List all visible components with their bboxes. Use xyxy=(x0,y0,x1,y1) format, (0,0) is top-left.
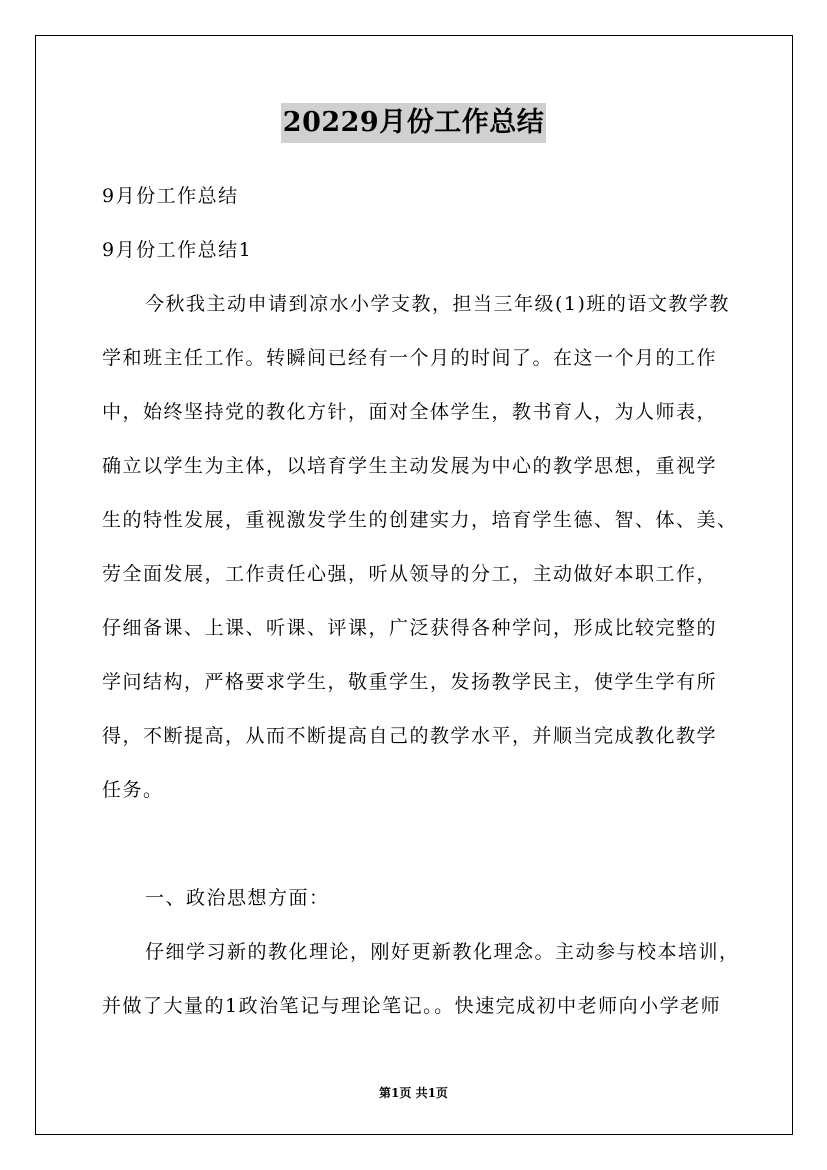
paragraph-line: 确立以学生为主体，以培育学生主动发展为中心的教学思想，重视学 xyxy=(102,455,718,477)
paragraph-line: 生的特性发展，重视激发学生的创建实力，培育学生德、智、体、美、 xyxy=(102,509,738,531)
page-footer: 第1页 共1页 xyxy=(379,1086,448,1100)
subtitle: 9月份工作总结 xyxy=(102,185,239,207)
paragraph-line: 并做了大量的1政治笔记与理论笔记。。快速完成初中老师向小学老师 xyxy=(102,995,722,1017)
document-title: 20229月份工作总结 xyxy=(281,103,546,143)
paragraph-line: 仔细学习新的教化理论，刚好更新教化理念。主动参与校本培训， xyxy=(145,941,740,963)
paragraph-line: 学和班主任工作。转瞬间已经有一个月的时间了。在这一个月的工作 xyxy=(102,347,718,369)
document-title-wrap xyxy=(0,103,827,143)
paragraph-line: 学问结构，严格要求学生，敬重学生，发扬教学民主，使学生学有所 xyxy=(102,671,718,693)
paragraph-line: 仔细备课、上课、听课、评课，广泛获得各种学问，形成比较完整的 xyxy=(102,617,718,639)
paragraph-line: 任务。 xyxy=(102,779,164,801)
paragraph-line: 今秋我主动申请到凉水小学支教，担当三年级(1)班的语文教学教 xyxy=(145,293,730,315)
paragraph-line: 得，不断提高，从而不断提高自己的教学水平，并顺当完成教化教学 xyxy=(102,725,718,747)
paragraph-line: 劳全面发展，工作责任心强，听从领导的分工，主动做好本职工作， xyxy=(102,563,718,585)
section-heading: 9月份工作总结1 xyxy=(102,239,253,261)
paragraph-line: 中，始终坚持党的教化方针，面对全体学生，教书育人，为人师表， xyxy=(102,401,718,423)
section1-heading: 一、政治思想方面： xyxy=(145,887,330,909)
